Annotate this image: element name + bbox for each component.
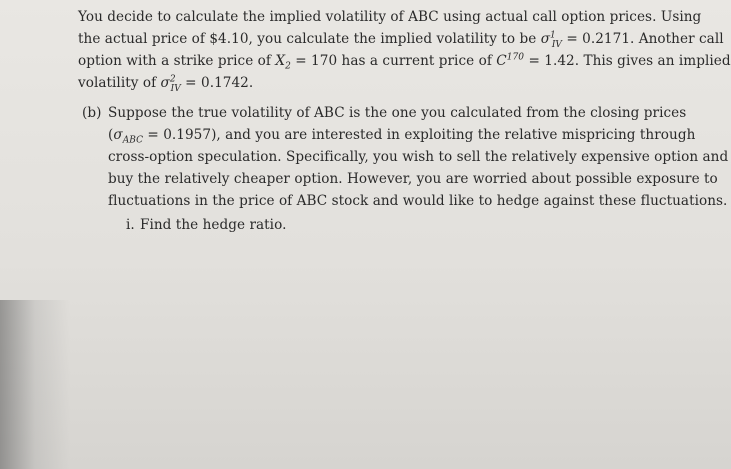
para-b-line-2: $(\sigma_{ABC} = 0.1957)$, and you are interested in exploiting the relative mispricing through [108, 127, 696, 146]
para-a-line-3: option with a strike price of $X_2 = 170$ has a current price of $C^{170} = 1.42$. This gives an implied [78, 52, 731, 72]
sigma-iv2-symbol: $\sigma^2_{IV}$ [160, 74, 181, 94]
para-b-line-3: cross-option speculation. Specifically, you wish to sell the relatively expensive option and [108, 149, 729, 165]
item-i-text: Find the hedge ratio. [140, 217, 287, 233]
para-b-line-5: fluctuations in the price of ABC stock and would like to hedge against these fluctuations. [108, 193, 728, 209]
para-b-label: (b) [82, 105, 102, 121]
strike-x2-symbol: $X_2$ [275, 53, 291, 72]
call-c170-symbol: $C^{170}$ [496, 52, 525, 69]
para-a-line-4: volatility of $\sigma^2_{IV} = 0.1742$. [78, 74, 254, 94]
para-b-line-1: Suppose the true volatility of ABC is the one you calculated from the closing prices [108, 105, 687, 121]
sigma-abc-symbol: $\sigma_{ABC}$ [113, 127, 144, 146]
item-i-label: i. [126, 217, 135, 233]
para-b-line-4: buy the relatively cheaper option. However, you are worried about possible exposure to [108, 171, 718, 187]
para-a-line-1: You decide to calculate the implied volatility of ABC using actual call option prices. Using [78, 9, 702, 25]
sigma-iv1-symbol: $\sigma^1_{IV}$ [540, 30, 562, 50]
para-a-line-2: the actual price of $4.10, you calculate the implied volatility to be $\sigma^1_{IV} = 0.2171$. Another call [78, 30, 724, 50]
